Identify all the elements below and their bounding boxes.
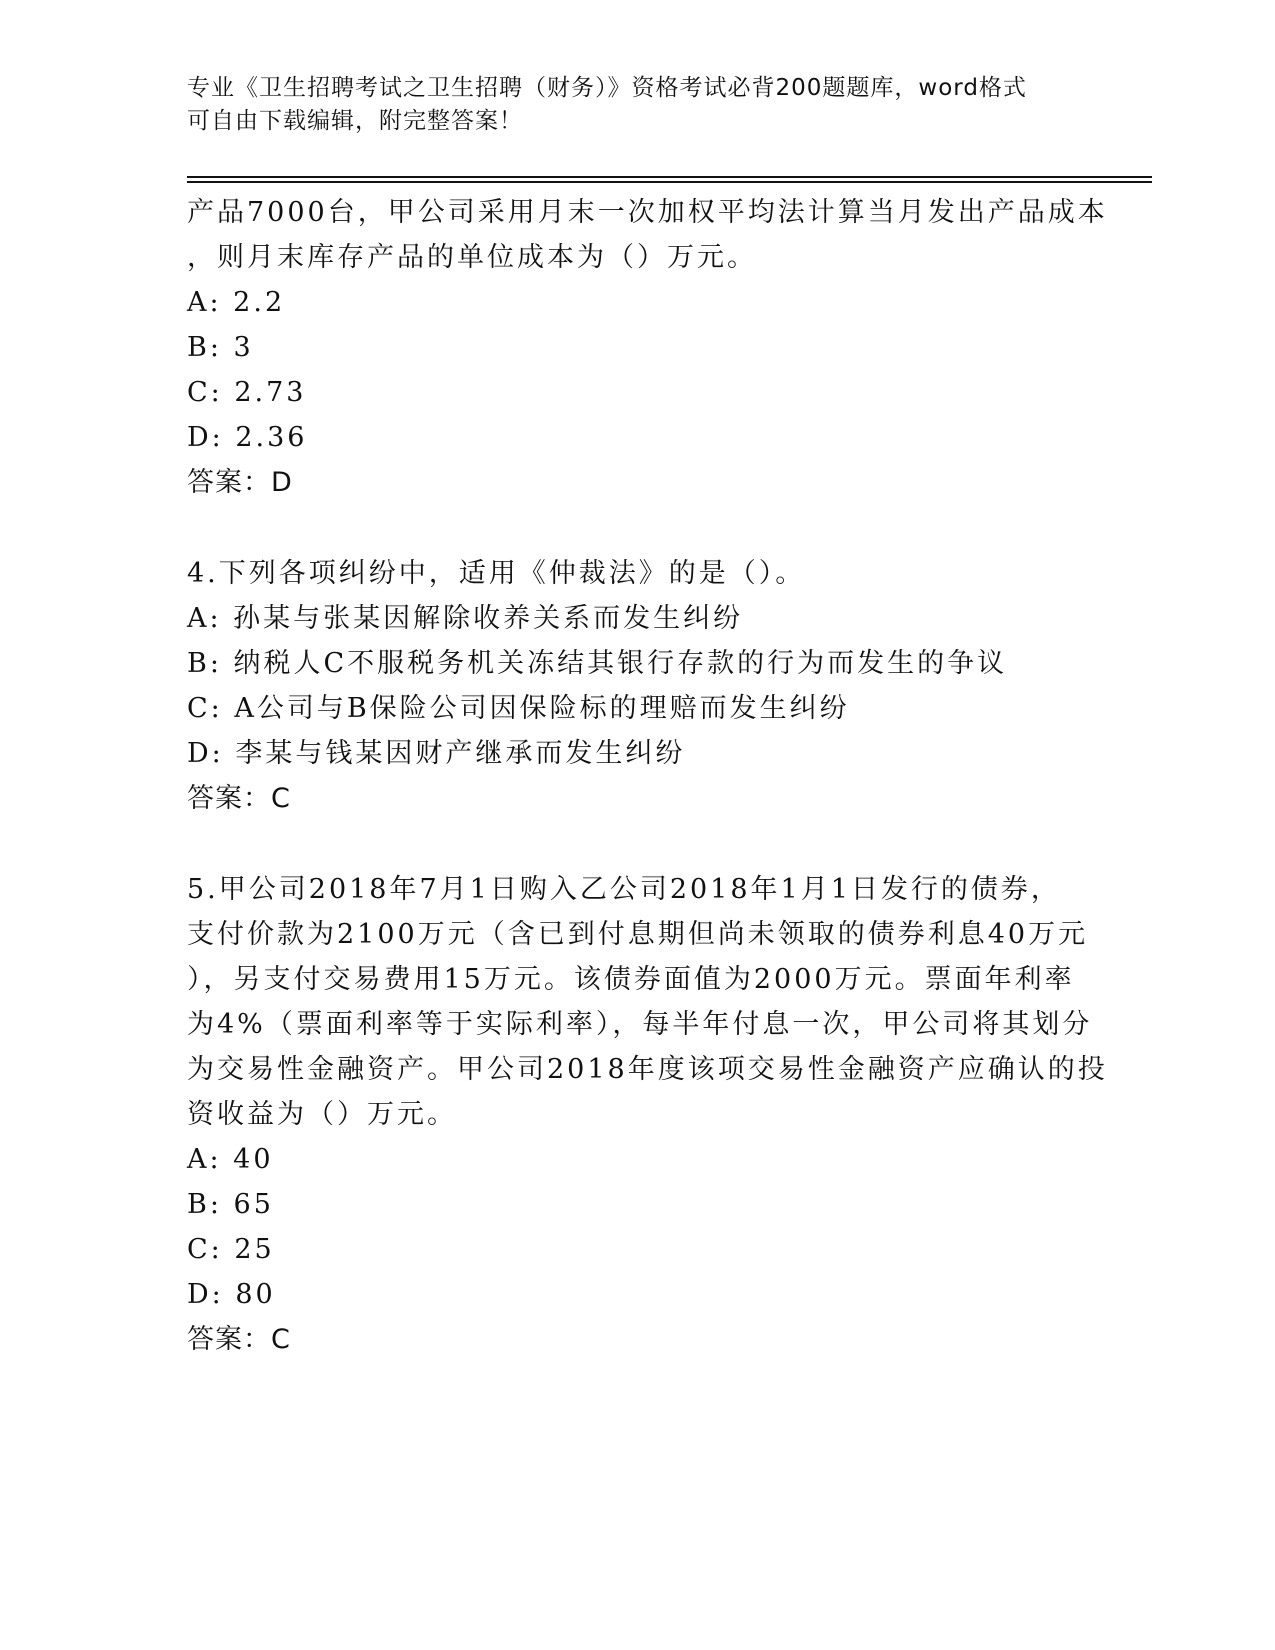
question-stem-line: 为交易性金融资产。甲公司2018年度该项交易性金融资产应确认的投 <box>187 1054 1108 1085</box>
question-stem-line: 4.下列各项纠纷中，适用《仲裁法》的是（）。 <box>187 558 806 589</box>
document-header <box>187 72 1067 138</box>
question-list <box>187 190 1108 1362</box>
option-d: D: 80 <box>187 1279 276 1310</box>
question-stem-line: 支付价款为2100万元（含已到付息期但尚未领取的债券利息40万元 <box>187 919 1089 950</box>
option-d: D: 李某与钱某因财产继承而发生纠纷 <box>187 738 686 769</box>
question-3 <box>187 190 1108 505</box>
question-stem-line: 5.甲公司2018年7月1日购入乙公司2018年1月1日发行的债券， <box>187 874 1061 905</box>
header-line-1: 专业《卫生招聘考试之卫生招聘（财务）》资格考试必背200题题库，word格式 <box>187 75 1027 101</box>
header-divider-top <box>187 176 1152 178</box>
header-divider-bottom <box>187 181 1152 183</box>
option-a: A: 40 <box>187 1144 274 1175</box>
question-stem-line: ），另支付交易费用15万元。该债券面值为2000万元。票面年利率 <box>187 964 1075 995</box>
answer-line: 答案：C <box>187 783 291 814</box>
question-4 <box>187 551 1087 821</box>
spacer <box>187 821 1087 867</box>
question-stem-line: ，则月末库存产品的单位成本为（）万元。 <box>187 242 757 273</box>
answer-line: 答案：C <box>187 1324 291 1355</box>
question-stem-line: 产品7000台，甲公司采用月末一次加权平均法计算当月发出产品成本 <box>187 197 1108 228</box>
header-line-2: 可自由下载编辑，附完整答案！ <box>187 108 523 134</box>
question-stem-line: 为4%（票面利率等于实际利率），每半年付息一次，甲公司将其划分 <box>187 1009 1093 1040</box>
option-a: A: 2.2 <box>187 287 286 318</box>
option-c: C: A公司与B保险公司因保险标的理赔而发生纠纷 <box>187 693 850 724</box>
option-a: A: 孙某与张某因解除收养关系而发生纠纷 <box>187 603 744 634</box>
option-b: B: 纳税人C不服税务机关冻结其银行存款的行为而发生的争议 <box>187 648 1008 679</box>
spacer <box>187 505 1087 551</box>
option-c: C: 2.73 <box>187 377 307 408</box>
option-c: C: 25 <box>187 1234 275 1265</box>
question-5 <box>187 867 1108 1362</box>
option-b: B: 65 <box>187 1189 274 1220</box>
option-b: B: 3 <box>187 332 254 363</box>
option-d: D: 2.36 <box>187 422 308 453</box>
question-stem-line: 资收益为（）万元。 <box>187 1099 457 1130</box>
answer-line: 答案：D <box>187 467 293 498</box>
